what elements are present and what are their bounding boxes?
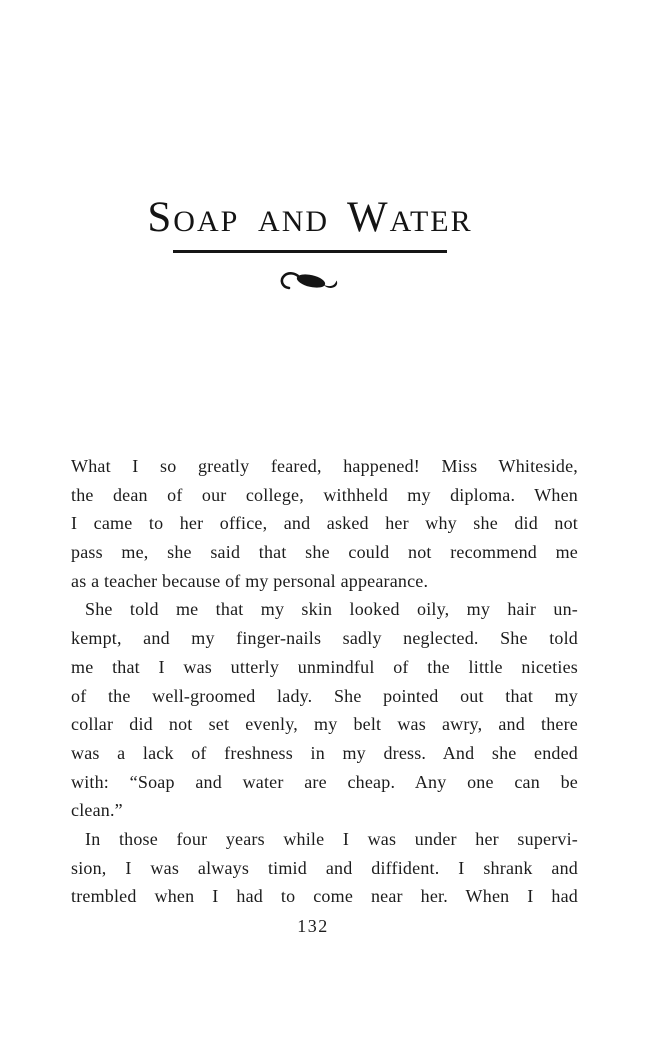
text-line: kempt, and my finger-nails sadly neglected. She told — [71, 628, 578, 649]
chapter-title: Soap and Water — [147, 194, 473, 241]
text-line: In those four years while I was under her supervi- — [85, 828, 578, 849]
text-line: as a teacher because of my personal appearance. — [71, 570, 429, 591]
text-line: of the well-groomed lady. She pointed out that my — [71, 685, 578, 706]
text-line: was a lack of freshness in my dress. And she ended — [71, 742, 578, 763]
page-number: 132 — [297, 916, 329, 936]
text-line: What I so greatly feared, happened! Miss Whiteside, — [71, 456, 578, 476]
text-line: I came to her office, and asked her why she did not — [71, 513, 578, 534]
text-line: pass me, she said that she could not recommend me — [71, 542, 578, 563]
text-line: me that I was utterly unmindful of the little niceties — [71, 656, 578, 677]
text-line: trembled when I had to come near her. When I had — [71, 886, 578, 907]
paragraph — [71, 595, 578, 825]
leaf-swash-ornament-icon — [279, 270, 341, 292]
title-rule — [173, 250, 447, 253]
text-line: collar did not set evenly, my belt was awry, and there — [71, 714, 578, 735]
paragraph — [71, 452, 578, 595]
body-text — [71, 452, 578, 911]
text-line: She told me that my skin looked oily, my hair un- — [85, 599, 578, 620]
text-line: the dean of our college, withheld my diploma. When — [71, 484, 578, 505]
text-line: with: “Soap and water are cheap. Any one can be — [71, 771, 578, 792]
text-line: sion, I was always timid and diffident. I shrank and — [71, 857, 578, 878]
paragraph — [71, 825, 578, 911]
text-line: clean.” — [71, 800, 123, 821]
